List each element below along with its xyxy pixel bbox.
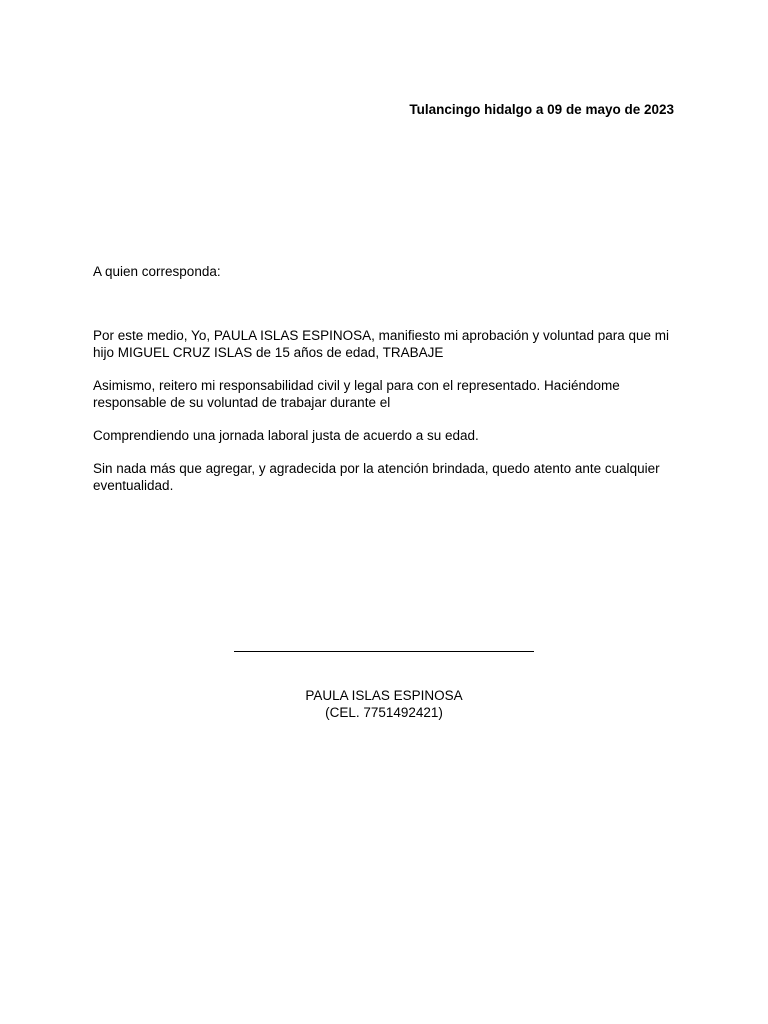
paragraph-text: Comprendiendo una jornada laboral justa de acuerdo a su edad. [93, 428, 479, 443]
paragraph-workday [93, 427, 673, 444]
paragraph-text: Por este medio, Yo, PAULA ISLAS ESPINOSA, manifiesto mi aprobación y voluntad para que mi hijo MIGUEL CRUZ ISLAS de 15 años de edad, TRABAJE [93, 328, 670, 360]
signature-block [0, 687, 768, 721]
paragraph-text: Sin nada más que agregar, y agradecida por la atención brindada, quedo atento ante cualquier eventualidad. [93, 461, 660, 493]
signature-line [234, 651, 534, 652]
signer-name: PAULA ISLAS ESPINOSA [305, 688, 463, 703]
salutation: A quien corresponda: [93, 264, 221, 279]
paragraph-closing [93, 460, 673, 494]
signer-phone: (CEL. 7751492421) [325, 705, 443, 720]
paragraph-text: Asimismo, reitero mi responsabilidad civil y legal para con el representado. Haciéndome responsable de su voluntad de trabajar durante el [93, 378, 620, 410]
paragraph-responsibility [93, 377, 673, 411]
date-line: Tulancingo hidalgo a 09 de mayo de 2023 [409, 102, 674, 117]
paragraph-authorization [93, 327, 673, 361]
